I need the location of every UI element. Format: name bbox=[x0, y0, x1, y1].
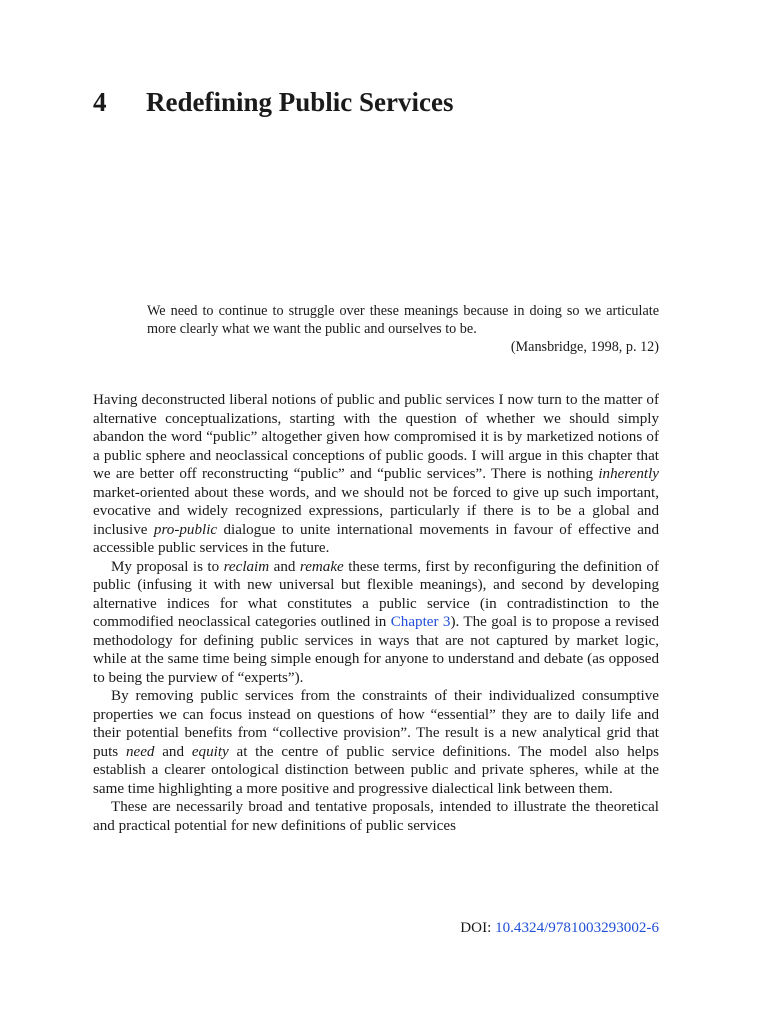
emphasis: pro-public bbox=[153, 521, 218, 538]
emphasis: equity bbox=[191, 743, 229, 760]
paragraph-1 bbox=[93, 391, 659, 558]
text-run: My proposal is to bbox=[111, 558, 224, 575]
chapter-number: 4 bbox=[93, 87, 107, 117]
text-run: These are necessarily broad and tentative proposals, intended to illustrate the theoretical and practical potential for new definitions of public services bbox=[93, 799, 659, 834]
doi-line bbox=[93, 919, 659, 937]
emphasis: inherently bbox=[598, 466, 659, 482]
text-run: these terms, first by reconfiguring the definition of public (infusing it with new universal but flexible meanings), and second by developing alternative indices for what constitutes a public service (in contradistinction to the commodified neoclassical categories outlined in bbox=[93, 558, 659, 630]
chapter-title: Redefining Public Services bbox=[146, 87, 454, 117]
paragraph-3 bbox=[93, 687, 659, 798]
text-run: dialogue to unite international movements in favour of effective and accessible public services in the future. bbox=[93, 521, 659, 556]
body-text bbox=[93, 391, 659, 835]
text-run: Having deconstructed liberal notions of public and public services I now turn to the matter of alternative conceptualizations, starting with the question of whether we should simply abandon the word “public” altogether given how compromised it is by marketized notions of a public sphere and neoclassical conceptions of public goods. I will argue in this chapter that we are better off reconstructing “public” and “public services”. There is nothing bbox=[93, 392, 659, 482]
emphasis: reclaim bbox=[223, 558, 270, 575]
text-run: and bbox=[269, 558, 300, 575]
text-run: at the centre of public service definitions. The model also helps establish a clearer ontological distinction between public and private spheres, while at the same time highlighting a more positive and progressive dialectical link between them. bbox=[93, 743, 660, 797]
text-run: By removing public services from the constraints of their individualized consumptive properties we can focus instead on questions of how “essential” they are to daily life and their potential benefits from “collective provision”. The result is a new analytical grid that puts bbox=[93, 688, 659, 760]
doi-label: DOI: bbox=[460, 920, 496, 936]
epigraph bbox=[147, 302, 659, 356]
doi-link[interactable]: 10.4324/9781003293002-6 bbox=[495, 920, 659, 936]
text-run: and bbox=[154, 743, 192, 760]
paragraph-2 bbox=[93, 558, 659, 688]
text-run: market-oriented about these words, and we should not be forced to give up such important, evocative and widely recognized expressions, particularly if there is to be a global and inclusive bbox=[93, 484, 659, 538]
epigraph-citation: (Mansbridge, 1998, p. 12) bbox=[510, 339, 659, 355]
emphasis: need bbox=[125, 743, 155, 760]
paragraph-4 bbox=[93, 798, 659, 835]
chapter-3-link[interactable]: Chapter 3 bbox=[390, 614, 451, 630]
text-run: ). The goal is to propose a revised methodology for defining public services in ways that are not captured by market logic, while at the same time being simple enough for anyone to understand and debate (as opposed to being the purview of “experts”). bbox=[93, 614, 659, 686]
epigraph-quote: We need to continue to struggle over these meanings because in doing so we articulate more clearly what we want the public and ourselves to be. bbox=[147, 303, 659, 337]
emphasis: remake bbox=[299, 558, 344, 575]
